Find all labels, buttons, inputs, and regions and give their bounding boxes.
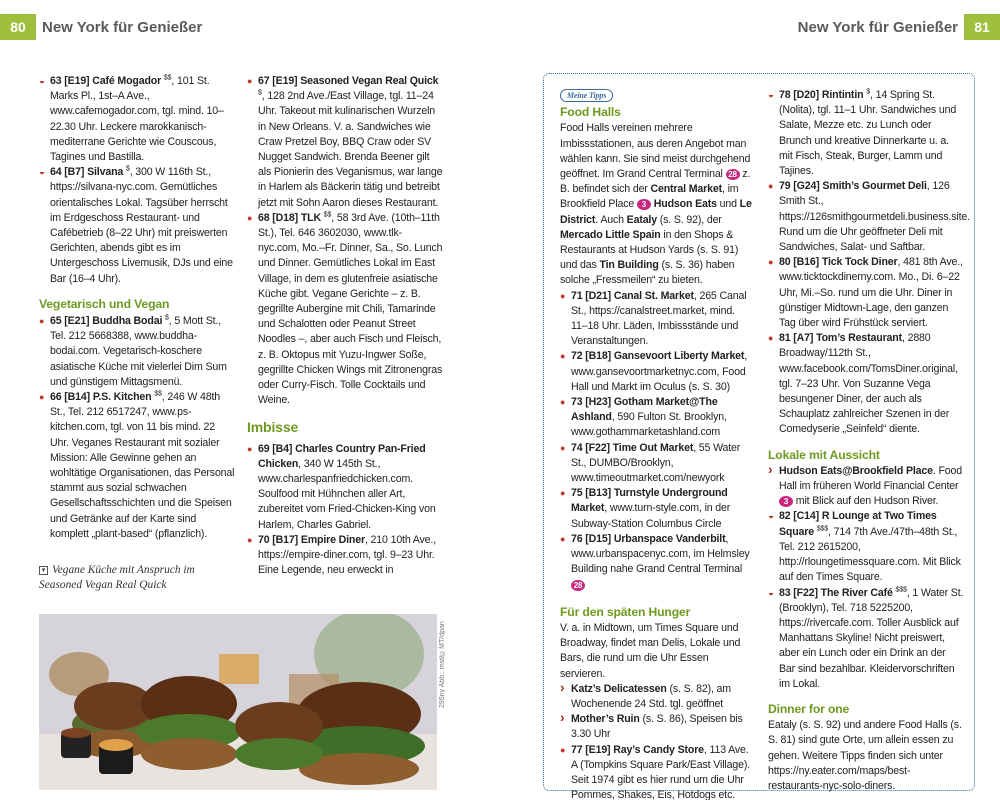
entry-76: ●76 [D15] Urbanspace Vanderbilt, www.urbanspacenyc.com, im Helmsley Building nahe Grand Central Terminal 28 [560, 532, 754, 593]
restaurant-marker-icon [768, 179, 779, 194]
left-column-2 [247, 74, 443, 579]
entry-70: ●70 [B17] Empire Diner, 210 10th Ave., https://empire-diner.com, tgl. 9–23 Uhr. Eine Legende, neu erweckt in [247, 533, 443, 579]
restaurant-marker-icon [560, 743, 571, 758]
restaurant-marker-icon [560, 532, 571, 547]
entry-73: ●73 [H23] Gotham Market@The Ashland, 590 Fulton St. Brooklyn, www.gothammarketashland.com [560, 395, 754, 441]
entry-83: ◒83 [F22] The River Café $$$, 1 Water St. (Brooklyn), Tel. 718 5225200, https://rivercafe.com. Toller Ausblick auf Manhattans Skyline! Nicht preiswert, aber ein Lunch oder ein Drink an der Bar sind bezahlbar. Kleidervorschriften im Lokal. [768, 586, 964, 692]
entry-65: ●65 [E21] Buddha Bodai $, 5 Mott St., Tel. 212 5668388, www.buddha-bodai.com. Vegetarisch-koschere asiatische Küche mit vielerlei Dim Sum und günstigem Mittagsmenü. [39, 314, 235, 390]
entry-66: ●66 [B14] P.S. Kitchen $$, 246 W 48th St., Tel. 212 6517247, www.ps-kitchen.com, tgl. von 11 bis mind. 22 Uhr. Veganes Restaurant mit sozialer Mission: Alle Gewinne gehen an wohltätige Organisationen, das Personal stammt aus sozial schwachen Gesellschaftsschichten und die Speisen und Getränke auf der Karte sind komplett „plant-based“ (pflanzlich). [39, 390, 235, 542]
left-running-title: New York für Genießer [42, 18, 203, 36]
entry-67: ●67 [E19] Seasoned Vegan Real Quick $, 128 2nd Ave./East Village, tgl. 11–24 Uhr. Takeout mit kulinarischen Wurzeln in New Orleans. V. a. Sandwiches wie Craw Pretzel Boy, BBQ Craw oder SV Nugget Sandwich. Brenda Beener gilt als Pionierin des Veganismus, war lange in Harlem als Bäckerin tätig und betreibt jetzt mit Sohn Aaron dieses Restaurant. [247, 74, 443, 211]
cafe-marker-icon [768, 586, 779, 601]
entry-69: ●69 [B4] Charles Country Pan-Fried Chicken, 340 W 145th St., www.charlespanfriedchicken.com. Soulfood mit Hühnchen aller Art, zubereitet vom Fried-Chicken-King von Harlem, Charles Gabriel. [247, 442, 443, 533]
section-title-imbisse: Imbisse [247, 419, 299, 436]
cafe-marker-icon [39, 165, 50, 180]
left-page-number: 80 [0, 14, 36, 40]
section-title-view: Lokale mit Aussicht [768, 447, 880, 462]
arrow-bullet-icon [560, 682, 571, 697]
entry-64: ◒64 [B7] Silvana $, 300 W 116th St., https://silvana-nyc.com. Gemütliches orientalisches Lokal. Tagsüber herrscht im Erdgeschoss Restaurant- und Cafébetrieb (8–22 Uhr) mit preiswerten Gerichten, abends gibt es im Untergeschoss Livemusik, DJs und eine Bar (16–4 Uhr). [39, 165, 235, 287]
cafe-marker-icon [768, 509, 779, 524]
restaurant-marker-icon [560, 289, 571, 304]
burger-photo [39, 614, 437, 790]
location-number-badge: 3 [637, 199, 651, 210]
location-number-badge: 28 [726, 169, 740, 180]
left-column-1 [39, 74, 235, 542]
restaurant-marker-icon [768, 331, 779, 346]
food-halls-intro: Food Halls vereinen mehrere Imbissstationen, aus deren Angebot man wählen kann. Sie sind meist durchgehend geöffnet. Im Grand Central Terminal 28 z. B. befindet sich der Central Market, im Brookfield Place 3 Hudson Eats und Le District. Auch Eataly (s. S. 92), der Mercado Little Spain in den Shops & Restaurants at Hudson Yards (s. S. 91) und das Tin Building (s. S. 36) haben solche „Fressmeilen“ zu bieten. [560, 122, 752, 287]
section-title-food-halls: Food Halls [560, 105, 621, 120]
entry-72: ●72 [B18] Gansevoort Liberty Market, www.gansevoortmarketnyc.com, Food Hall und Markt im Oculus (s. S. 30) [560, 349, 754, 395]
entry-68: ●68 [D18] TLK $$, 58 3rd Ave. (10th–11th St.), Tel. 646 3602030, www.tlk-nyc.com, Mo.–Fr. Dinner, Sa., So. Lunch und Dinner. Gemütliches Lokal im East Village, in dem es glutenfreie asiatische Küche gibt. Vegane Gerichte – z. B. gegrillte Aubergine mit Chili, Tamarinde und Schalotten oder Peanut Street Noodles –, aber auch Fisch und Fleisch, z. B. Oktopus mit Yuzu-Ingwer Soße, gegrillte Chicken Wings mit Zitronengras oder Curry-Fisch. Tolle Cocktails und Weine. [247, 211, 443, 409]
arrow-bullet-icon [560, 712, 571, 727]
entry-78: ◒78 [D20] Rintintin $, 14 Spring St. (Nolita), tgl. 11–1 Uhr. Sandwiches und Salate, Mezze etc. zu Lunch oder Brunch und kreative Dinnerkarte u. a. mit Fisch, Steak, Burger, Lamm und Tajines. [768, 88, 964, 179]
entry-77: ●77 [E19] Ray’s Candy Store, 113 Ave. A (Tompkins Square Park/East Village). Seit 1974 gibt es hier rund um die Uhr Pommes, Shakes, Eis, Hotdogs etc. [560, 743, 754, 800]
right-column-1 [560, 88, 754, 800]
restaurant-marker-icon [560, 441, 571, 456]
cafe-marker-icon [39, 74, 50, 89]
right-page-number: 81 [964, 14, 1000, 40]
dinner-for-one-text: Eataly (s. S. 92) und andere Food Halls (s. S. 81) sind gute Orte, um allein essen zu gehen. Weitere Tipps finden sich unter https://ny.eater.com/maps/best-restaurants-nyc-solo-diners. [768, 719, 962, 792]
entry-74: ●74 [F22] Time Out Market, 55 Water St., DUMBO/Brooklyn, www.timeoutmarket.com/newyork [560, 441, 754, 487]
vegan-burgers-illustration [39, 614, 437, 790]
restaurant-marker-icon [39, 314, 50, 329]
restaurant-marker-icon [247, 533, 258, 548]
restaurant-marker-icon [560, 486, 571, 501]
picture-ref-icon: ▾ [39, 566, 48, 575]
late-hunger-intro: V. a. in Midtown, um Times Square und Broadway, findet man Delis, Lokale und Bars, die rund um die Uhr Essen servieren. [560, 621, 741, 680]
entry-81: ●81 [A7] Tom’s Restaurant, 2880 Broadway/112th St., www.facebook.com/TomsDiner.original, tgl. 7–23 Uhr. Von Suzanne Vega besungener Diner, der auch als Schauplatz zahlreicher Szenen in der Comedyserie „Seinfeld“ diente. [768, 331, 964, 437]
right-running-title: New York für Genießer [797, 18, 958, 36]
restaurant-marker-icon [768, 255, 779, 270]
cafe-marker-icon [768, 88, 779, 103]
entry-79: ●79 [G24] Smith’s Gourmet Deli, 126 Smith St., https://126smithgourmetdeli.business.site. Rund um die Uhr geöffneter Deli mit Sandwiches, Salat- und Saftbar. [768, 179, 964, 255]
photo-caption: ▾ Vegane Küche mit Anspruch im Seasoned Vegan Real Quick [39, 564, 195, 591]
entry-mothers-ruin: ›Mother’s Ruin (s. S. 86), Speisen bis 3.30 Uhr [560, 712, 754, 742]
right-page-header [792, 14, 1000, 40]
entry-63: ◒63 [E19] Café Mogador $$, 101 St. Marks Pl., 1st–A Ave., www.cafemogador.com, tgl. mind. 10–22.30 Uhr. Leckere marokkanisch-mediterrane Gerichte wie Couscous, Tagines und Bastilla. [39, 74, 235, 165]
entry-katz: ›Katz’s Delicatessen (s. S. 82), am Wochenende 24 Std. tgl. geöffnet [560, 682, 754, 712]
entry-80: ●80 [B16] Tick Tock Diner, 481 8th Ave., www.ticktockdinerny.com. Mo., Di. 6–22 Uhr, Mi.–So. rund um die Uhr. Diner in günstiger Midtown-Lage, den ganzen Tag über wird Frühstück serviert. [768, 255, 964, 331]
entry-82: ◒82 [C14] R Lounge at Two Times Square $$$, 714 7th Ave./47th–48th St., Tel. 212 2615200, http://rloungetimessquare.com. Mit Blick auf den Times Square. [768, 509, 964, 585]
entry-71: ●71 [D21] Canal St. Market, 265 Canal St., https://canalstreet.market, mind. 11–18 Uhr. Läden, Imbissstände und Veranstaltungen. [560, 289, 754, 350]
restaurant-marker-icon [39, 390, 50, 405]
photo-credit: 295ny Abb.: mst/©MT/dpan [439, 621, 446, 708]
section-title-dinner-for-one: Dinner for one [768, 701, 850, 716]
entry-75: ●75 [B13] Turnstyle Underground Market, www.turn-style.com, in der Subway-Station Columbus Circle [560, 486, 754, 532]
arrow-bullet-icon [768, 464, 779, 479]
left-page-header [0, 14, 208, 40]
restaurant-marker-icon [247, 442, 258, 457]
location-number-badge: 3 [779, 496, 793, 507]
restaurant-marker-icon [247, 211, 258, 226]
restaurant-marker-icon [560, 349, 571, 364]
location-number-badge: 28 [571, 580, 585, 591]
right-column-2 [768, 88, 970, 794]
entry-hudson-eats: ›Hudson Eats@Brookfield Place. Food Hall im früheren World Financial Center 3 mit Blick auf den Hudson River. [768, 464, 964, 510]
section-title-vegetarian: Vegetarisch und Vegan [39, 296, 170, 311]
meine-tipps-badge: Meine Tipps [560, 89, 613, 102]
restaurant-marker-icon [247, 74, 258, 89]
restaurant-marker-icon [560, 395, 571, 410]
section-title-late-hunger: Für den späten Hunger [560, 604, 691, 619]
